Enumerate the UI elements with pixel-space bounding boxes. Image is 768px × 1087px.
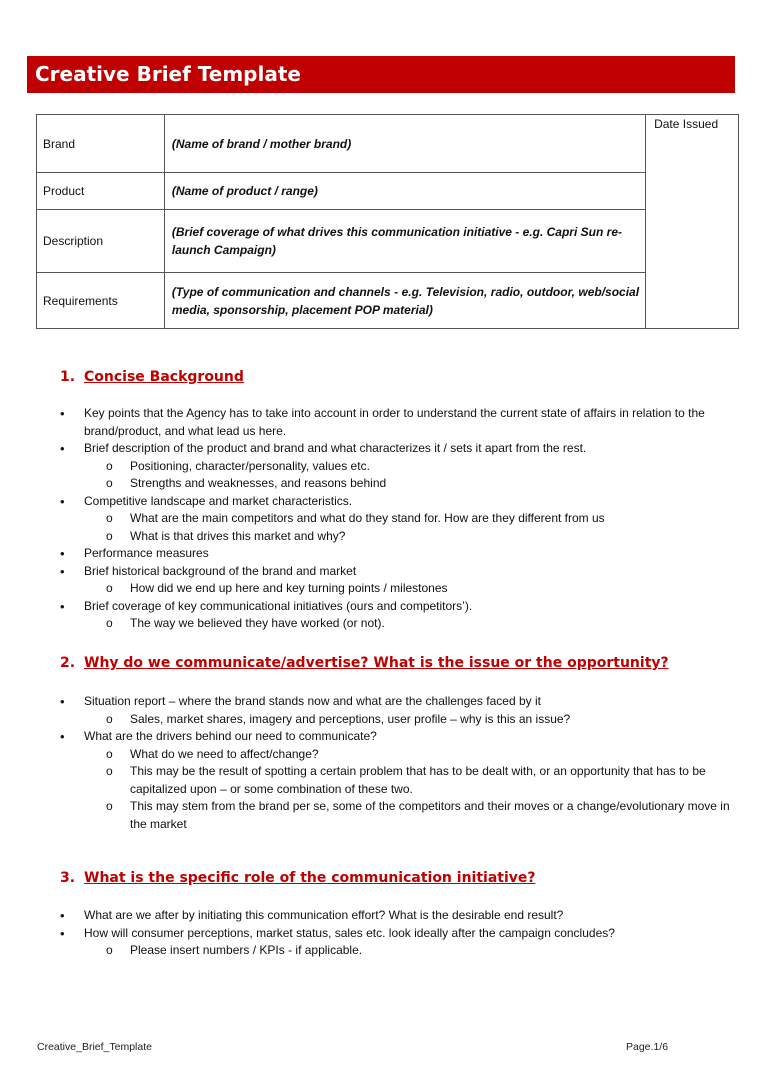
sub-list	[84, 580, 736, 598]
bullet-text: Key points that the Agency has to take into account in order to understand the current state of affairs in relation to the brand/product, and what lead us here.	[84, 406, 705, 438]
page-title: Creative Brief Template	[27, 56, 735, 93]
sub-list-item: o What do we need to affect/change?	[84, 746, 736, 764]
date-issued-label: Date Issued	[646, 115, 739, 173]
list-item	[60, 728, 736, 833]
table-row	[37, 210, 739, 273]
row-value-description: (Brief coverage of what drives this communication initiative - e.g. Capri Sun re-launch Campaign)	[164, 210, 645, 273]
brief-info-table	[36, 114, 739, 329]
sub-list-item: o Sales, market shares, imagery and perceptions, user profile – why is this an issue?	[84, 711, 736, 729]
bullet-text: What are we after by initiating this communication effort? What is the desirable end result?	[84, 908, 564, 922]
list-item	[60, 440, 736, 493]
sub-list	[84, 942, 736, 960]
section-heading-1	[60, 369, 244, 385]
row-label-description: Description	[37, 210, 165, 273]
list-item	[60, 545, 736, 563]
section-number: 2.	[60, 655, 76, 671]
section-title: What is the specific role of the communication initiative?	[84, 870, 536, 886]
sub-list-item: o Please insert numbers / KPIs - if applicable.	[84, 942, 736, 960]
sub-list-item: o This may be the result of spotting a certain problem that has to be dealt with, or an opportunity that has to be capitalized upon – or some combination of these two.	[84, 763, 736, 798]
sub-list	[84, 615, 736, 633]
bullet-text: Brief historical background of the brand and market	[84, 563, 357, 578]
list-item	[60, 693, 736, 728]
bullet-text: Situation report – where the brand stands now and what are the challenges faced by it	[84, 694, 541, 708]
sub-list-item: o What is that drives this market and why?	[84, 528, 736, 546]
section-title: Why do we communicate/advertise? What is the issue or the opportunity?	[84, 655, 669, 671]
list-item	[60, 907, 736, 925]
bullet-text: Brief coverage of key communicational initiatives (ours and competitors’).	[84, 598, 473, 613]
section-heading-2	[60, 655, 669, 671]
bullet-text: Performance measures	[84, 546, 209, 560]
row-label-brand: Brand	[37, 115, 165, 173]
sub-list	[84, 510, 736, 545]
row-value-product: (Name of product / range)	[164, 173, 645, 210]
section-number: 3.	[60, 870, 76, 886]
bullet-text: Competitive landscape and market characteristics.	[84, 493, 353, 508]
section-1-list	[60, 405, 736, 633]
sub-list	[84, 711, 736, 729]
sub-list	[84, 458, 736, 493]
section-3-list	[60, 907, 736, 960]
list-item	[60, 598, 736, 633]
bullet-text: How will consumer perceptions, market status, sales etc. look ideally after the campaign concludes?	[84, 925, 615, 940]
table-row	[37, 115, 739, 173]
sub-list-item: o The way we believed they have worked (or not).	[84, 615, 736, 633]
section-2-list	[60, 693, 736, 833]
row-label-product: Product	[37, 173, 165, 210]
sub-list-item: o This may stem from the brand per se, some of the competitors and their moves or a change/evolutionary move in the market	[84, 798, 736, 833]
bullet-text: Brief description of the product and brand and what characterizes it / sets it apart from the rest.	[84, 441, 587, 455]
date-issued-value[interactable]	[646, 173, 739, 329]
bullet-text: What are the drivers behind our need to communicate?	[84, 729, 377, 743]
sub-list-item: o How did we end up here and key turning points / milestones	[84, 580, 736, 598]
sub-list-item: o What are the main competitors and what do they stand for. How are they different from us	[84, 510, 736, 528]
sub-list	[84, 746, 736, 834]
section-title: Concise Background	[84, 369, 244, 385]
section-number: 1.	[60, 369, 76, 385]
list-item	[60, 563, 736, 598]
sub-list-item: o Positioning, character/personality, values etc.	[84, 458, 736, 476]
list-item	[60, 493, 736, 546]
footer-filename: Creative_Brief_Template	[37, 1041, 152, 1053]
list-item	[60, 405, 736, 440]
row-label-requirements: Requirements	[37, 273, 165, 329]
table-row	[37, 173, 739, 210]
section-heading-3	[60, 870, 536, 886]
sub-list-item: o Strengths and weaknesses, and reasons behind	[84, 475, 736, 493]
row-value-requirements: (Type of communication and channels - e.g. Television, radio, outdoor, web/social media, sponsorship, placement POP material)	[164, 273, 645, 329]
table-row	[37, 273, 739, 329]
row-value-brand: (Name of brand / mother brand)	[164, 115, 645, 173]
footer-page-number: Page.1/6	[626, 1041, 669, 1053]
list-item	[60, 925, 736, 960]
